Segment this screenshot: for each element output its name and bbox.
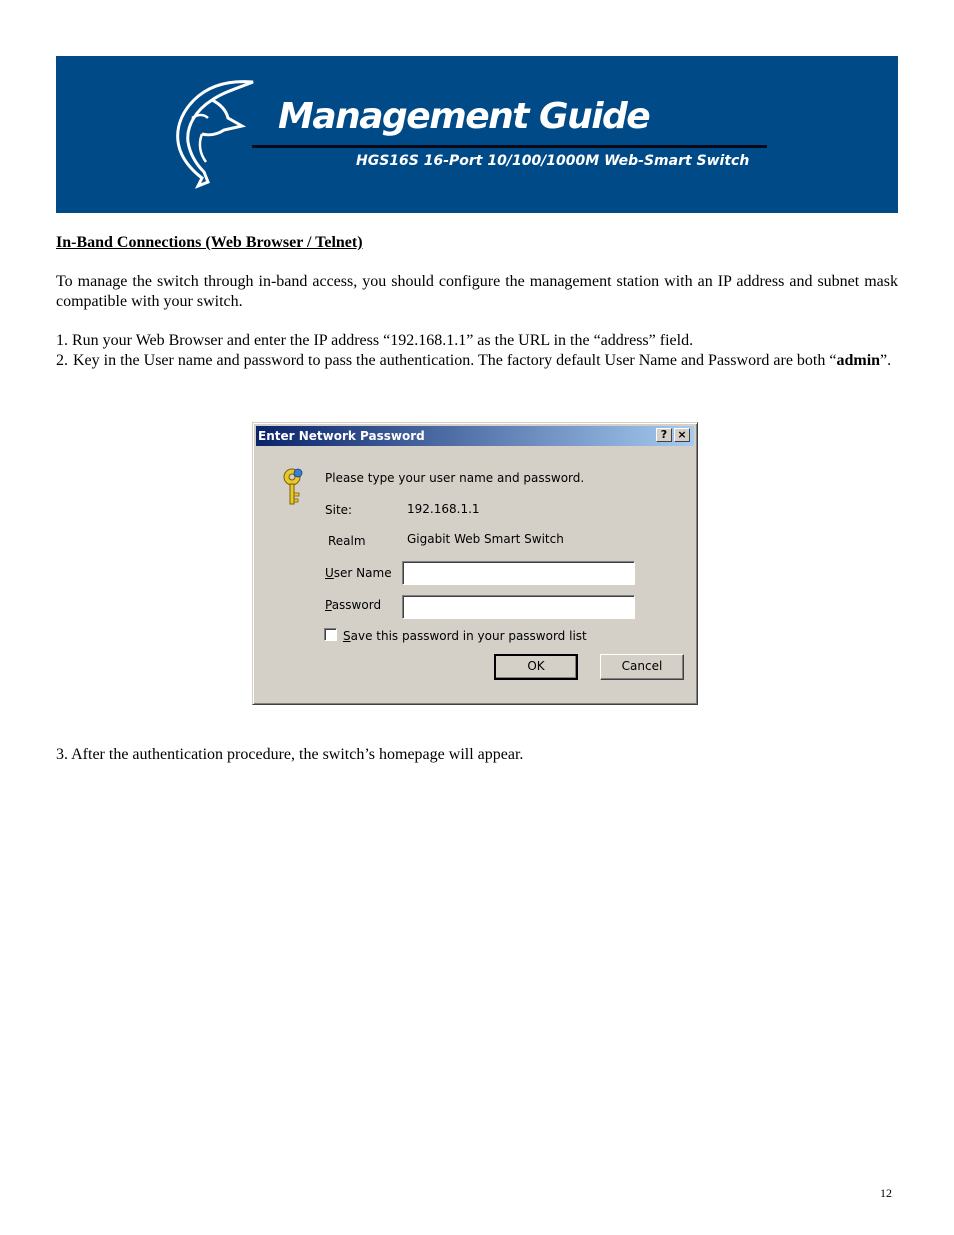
step-2 (56, 351, 898, 371)
banner-rule (252, 145, 767, 148)
password-label-accel: P (325, 598, 332, 612)
site-label: Site: (325, 503, 353, 517)
dialog-prompt: Please type your user name and password. (325, 471, 585, 485)
keys-icon (279, 467, 305, 507)
help-button[interactable]: ? (656, 428, 672, 442)
user-name-input[interactable] (402, 561, 635, 585)
user-name-label-rest: ser Name (333, 566, 392, 580)
realm-value: Gigabit Web Smart Switch (407, 532, 564, 546)
save-password-label-accel: S (343, 629, 351, 643)
password-input[interactable] (402, 595, 635, 619)
intro-paragraph: To manage the switch through in-band access, you should configure the management station with an IP address and subnet mask compatible with your switch. (56, 273, 898, 310)
save-password-label[interactable] (343, 629, 587, 643)
dialog-titlebar (256, 426, 694, 446)
step-2-number: 2. (56, 352, 68, 369)
section-heading: In-Band Connections (Web Browser / Telnet) (56, 234, 363, 251)
step-2-text-before: Key in the User name and password to pass the authentication. The factory default User Name and Password are both “ (73, 352, 837, 369)
step-2-text (56, 351, 898, 371)
ok-button[interactable]: OK (494, 654, 578, 680)
close-button[interactable]: × (674, 428, 690, 442)
password-label-rest: assword (331, 598, 382, 612)
step-1: 1. Run your Web Browser and enter the IP address “192.168.1.1” as the URL in the “address” field. (56, 332, 694, 349)
password-label (325, 598, 381, 612)
page-number: 12 (880, 1186, 892, 1200)
step-3: 3. After the authentication procedure, the switch’s homepage will appear. (56, 746, 524, 763)
save-password-checkbox[interactable] (324, 628, 337, 641)
eagle-logo-icon (168, 74, 258, 189)
user-name-label-accel: U (325, 566, 334, 580)
realm-label: Realm (328, 534, 366, 548)
banner-subtitle: HGS16S 16-Port 10/100/1000M Web-Smart Switch (356, 153, 750, 169)
step-2-default-credential: admin (836, 352, 881, 369)
step-2-text-after: ”. (880, 352, 892, 369)
save-password-label-rest: ave this password in your password list (350, 629, 587, 643)
banner-title: Management Guide (278, 96, 650, 137)
cancel-button[interactable]: Cancel (600, 654, 684, 680)
header-banner (56, 56, 898, 213)
site-value: 192.168.1.1 (407, 502, 480, 516)
dialog-title: Enter Network Password (258, 429, 425, 443)
user-name-label (325, 566, 392, 580)
enter-network-password-dialog (252, 422, 698, 705)
